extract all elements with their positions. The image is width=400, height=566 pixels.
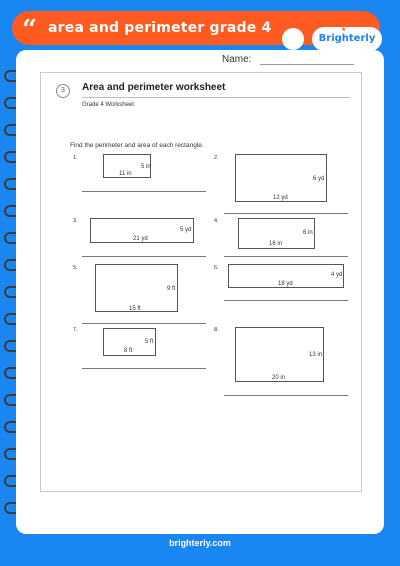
height-label: 5 ft [145, 339, 154, 345]
answer-line[interactable] [224, 256, 348, 257]
problem-number: 1. [73, 155, 78, 161]
worksheet-page [16, 50, 384, 534]
answer-line[interactable] [82, 323, 206, 324]
quote-icon: “ [22, 15, 37, 45]
brand-logo[interactable] [312, 27, 382, 51]
footer-site-link[interactable]: brighterly.com [169, 538, 231, 548]
name-label: Name: [222, 54, 252, 65]
height-label: 4 yd [331, 272, 343, 278]
height-label: 6 in [303, 230, 313, 236]
problem-number: 4. [214, 218, 219, 224]
height-label: 5 yd [180, 227, 192, 233]
answer-line[interactable] [82, 256, 206, 257]
answer-line[interactable] [224, 213, 348, 214]
problem-number: 6. [214, 265, 219, 271]
name-field[interactable] [260, 64, 354, 65]
width-label: 18 yd [278, 281, 293, 287]
problem-number: 5. [73, 265, 78, 271]
problem-number: 3. [73, 218, 78, 224]
width-label: 12 yd [273, 195, 288, 201]
answer-line[interactable] [82, 368, 206, 369]
width-label: 15 ft [129, 306, 141, 312]
width-label: 11 in [119, 171, 132, 177]
height-label: 9 ft [167, 286, 176, 292]
width-label: 16 in [269, 241, 283, 247]
brand-logo-text: Brighterly [318, 33, 376, 44]
worksheet-number-badge: 3 [56, 84, 70, 98]
problem-number: 8. [214, 327, 219, 333]
circle-decoration [282, 28, 304, 50]
width-label: 20 in [272, 375, 286, 381]
header-bar [0, 0, 400, 50]
width-label: 8 ft [124, 348, 133, 354]
worksheet-title: Area and perimeter worksheet [82, 82, 226, 93]
answer-line[interactable] [224, 300, 348, 301]
title-banner [12, 11, 380, 45]
problem-number: 2. [214, 155, 219, 161]
height-label: 13 in [309, 352, 323, 358]
height-label: 6 yd [313, 176, 325, 182]
title-divider [82, 97, 350, 98]
width-label: 21 yd [133, 236, 148, 242]
worksheet-subtitle: Grade 4 Worksheet [82, 102, 134, 108]
rectangle-figure [95, 264, 178, 312]
instructions: Find the perimeter and area of each rectangle. [70, 142, 204, 149]
star-icon: ★ [341, 27, 347, 33]
answer-line[interactable] [82, 191, 206, 192]
problem-number: 7. [73, 327, 78, 333]
answer-line[interactable] [224, 395, 348, 396]
height-label: 5 in [141, 164, 151, 170]
page-title: area and perimeter grade 4 [48, 20, 272, 36]
